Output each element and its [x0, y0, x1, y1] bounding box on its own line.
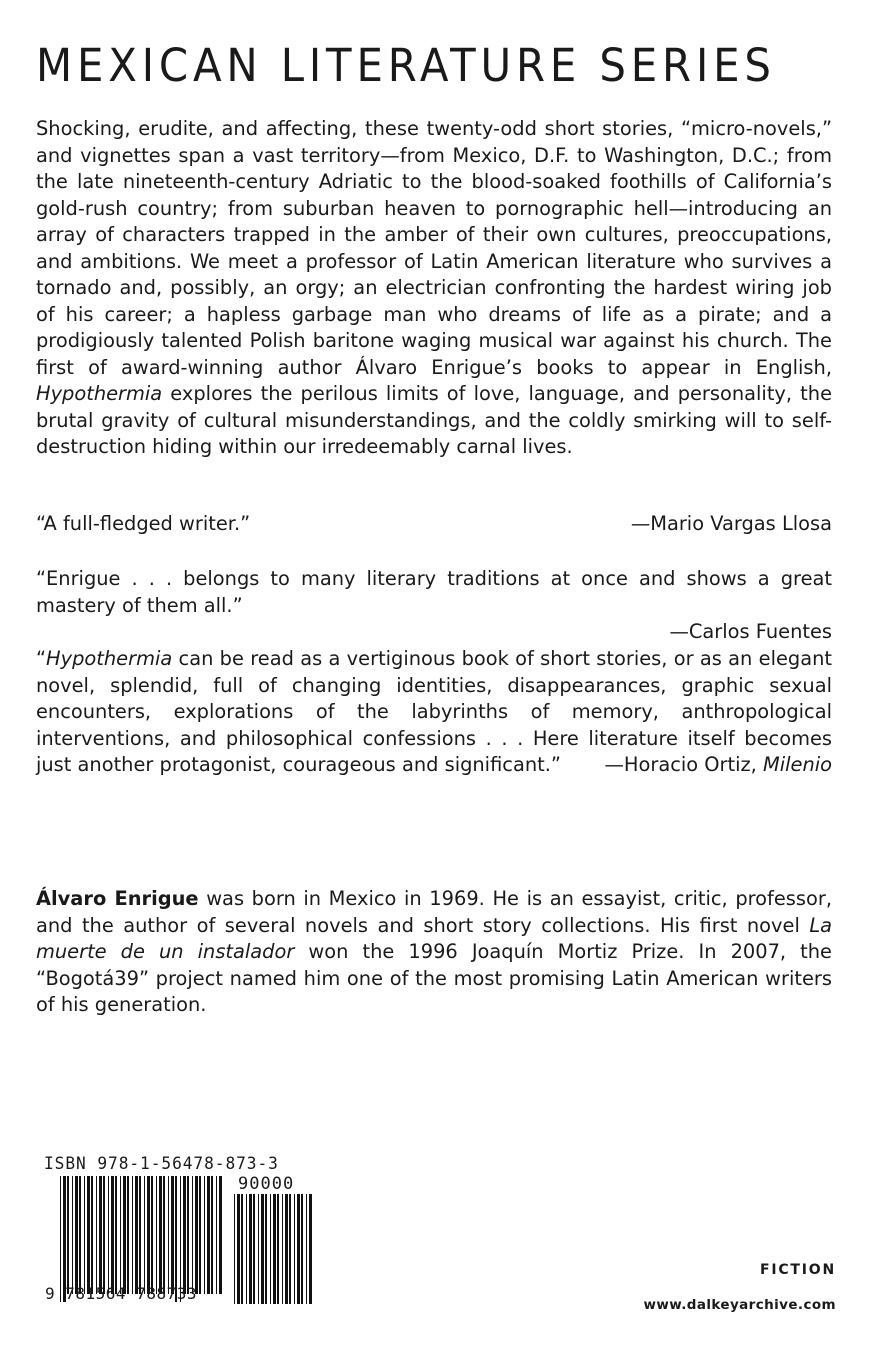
- quote-attribution-name: —Horacio Ortiz,: [604, 753, 764, 776]
- barcode-bar: [301, 1194, 303, 1304]
- barcode-bar: [103, 1176, 105, 1294]
- barcode-bar: [139, 1176, 141, 1294]
- quote-fuentes: [36, 566, 832, 646]
- quote-attribution: —Mario Vargas Llosa: [630, 512, 832, 535]
- barcode-bar: [79, 1176, 81, 1294]
- barcode-bar: [127, 1176, 129, 1294]
- publisher-website: www.dalkeyarchive.com: [643, 1297, 836, 1313]
- quote-attribution: —Carlos Fuentes: [669, 620, 832, 643]
- description-text-part1: Shocking, erudite, and affecting, these twenty-odd short stories, “micro-novels,” and vignettes span a vast territory—from Mexico, D.F. to Washington, D.C.; from the late nineteenth-century Adriatic to the blood-soaked foothills of California’s gold-rush country; from suburban heaven to pornographic hell—introducing an array of characters trapped in the amber of their own cultures, preoccupations, and ambitions. We meet a professor of Latin American literature who survives a tornado and, possibly, an orgy; an electrician confronting the hardest wiring job of his career; a hapless garbage man who dreams of life as a pirate; and a prodigiously talented Polish baritone waging musical war against his church. The first of award-winning author Álvaro Enrigue’s books to appear in English,: [36, 117, 832, 379]
- barcode-bar: [282, 1194, 283, 1304]
- barcode-bar: [132, 1176, 133, 1294]
- barcode-bar: [309, 1194, 312, 1304]
- genre-label: FICTION: [759, 1262, 836, 1278]
- barcode-bar: [123, 1176, 126, 1294]
- barcode-bar: [270, 1194, 271, 1304]
- barcode-bar: [72, 1176, 73, 1294]
- quote-open-mark: “: [36, 647, 47, 670]
- barcode-bar: [159, 1176, 162, 1294]
- barcode-bar: [285, 1194, 288, 1304]
- barcode-digits: 9 781564 788733: [45, 1284, 197, 1303]
- barcode-bar: [204, 1176, 205, 1294]
- barcode-bar: [219, 1176, 222, 1294]
- bio-text-part2: won the 1996 Joaquín Mortiz Prize. In 2007, the “Bogotá39” project named him one of the most promising Latin American writers of his generation.: [36, 940, 832, 1016]
- price-code: 90000: [238, 1174, 295, 1194]
- quote-text: “A full-fledged writer.”: [36, 512, 251, 535]
- barcode-bar: [108, 1176, 109, 1294]
- author-name: Álvaro Enrigue: [36, 887, 199, 910]
- quote-book-title: Hypothermia: [46, 647, 173, 670]
- barcode-bar: [199, 1176, 201, 1294]
- barcode-bar: [67, 1176, 69, 1294]
- barcode-bar: [216, 1176, 217, 1294]
- barcode-bar: [144, 1176, 145, 1294]
- barcode-bar: [187, 1176, 189, 1294]
- barcode-bar: [207, 1176, 210, 1294]
- barcode-bar: [237, 1194, 240, 1304]
- barcode-bar: [99, 1176, 102, 1294]
- barcode-bar: [183, 1176, 186, 1294]
- barcode-bar: [120, 1176, 121, 1294]
- description-text-part2: explores the perilous limits of love, language, and personality, the brutal gravity of cultural misunderstandings, and the coldly smirking will to self-destruction hiding within our irredeemably carnal lives.: [36, 382, 832, 458]
- barcode-bar: [261, 1194, 264, 1304]
- novel-title: La muerte de un instalador: [36, 913, 832, 963]
- book-title: Hypothermia: [36, 382, 163, 405]
- quote-text: can be read as a vertiginous book of short stories, or as an elegant novel, splendid, full of changing identities, disappearances, graphic sexual encounters, explorations of the labyrinths of memory, anthropological interventions, and philosophical confessions . . . Here literature itself becomes just another protagonist, courageous and significant.”: [36, 647, 832, 776]
- quote-attribution-source: Milenio: [763, 753, 832, 776]
- barcode-bar: [253, 1194, 255, 1304]
- barcode-bar: [75, 1176, 78, 1294]
- barcode-bar: [163, 1176, 165, 1294]
- barcode-bar: [171, 1176, 174, 1294]
- barcode-bar: [192, 1176, 193, 1294]
- quote-ortiz: [36, 646, 832, 779]
- book-description: [36, 116, 832, 461]
- barcode-bar: [168, 1176, 169, 1294]
- barcode-bar: [289, 1194, 291, 1304]
- barcode-bar: [151, 1176, 153, 1294]
- barcode-bar: [211, 1176, 213, 1294]
- barcode-bar: [241, 1194, 243, 1304]
- barcode-bar: [306, 1194, 307, 1304]
- barcode-bar: [277, 1194, 279, 1304]
- barcode-bar: [265, 1194, 267, 1304]
- barcode-bar: [249, 1194, 252, 1304]
- barcode-bar: [234, 1194, 235, 1304]
- quote-vargas-llosa: [36, 511, 832, 538]
- barcode-bar: [195, 1176, 198, 1294]
- barcode-bar: [135, 1176, 138, 1294]
- barcode-bar: [115, 1176, 117, 1294]
- barcode-bar: [87, 1176, 90, 1294]
- bio-text-part1: was born in Mexico in 1969. He is an essayist, critic, professor, and the author of several novels and short story collections. His first novel: [36, 887, 832, 937]
- barcode-bar: [91, 1176, 93, 1294]
- barcode-bar: [258, 1194, 259, 1304]
- barcode-bar: [246, 1194, 247, 1304]
- barcode-bar: [273, 1194, 276, 1304]
- barcode-bar: [84, 1176, 85, 1294]
- barcode-bar: [297, 1194, 300, 1304]
- series-title: MEXICAN LITERATURE SERIES: [36, 39, 776, 92]
- barcode-bar: [96, 1176, 97, 1294]
- isbn-label: ISBN 978-1-56478-873-3: [44, 1154, 279, 1174]
- quote-text: “Enrigue . . . belongs to many literary traditions at once and shows a great mastery of them all.”: [36, 567, 832, 617]
- quote-attribution: [605, 752, 832, 779]
- author-bio: [36, 886, 832, 1019]
- barcode-bar: [156, 1176, 157, 1294]
- barcode-bar: [111, 1176, 114, 1294]
- barcode-bar: [294, 1194, 295, 1304]
- barcode-bar: [147, 1176, 150, 1294]
